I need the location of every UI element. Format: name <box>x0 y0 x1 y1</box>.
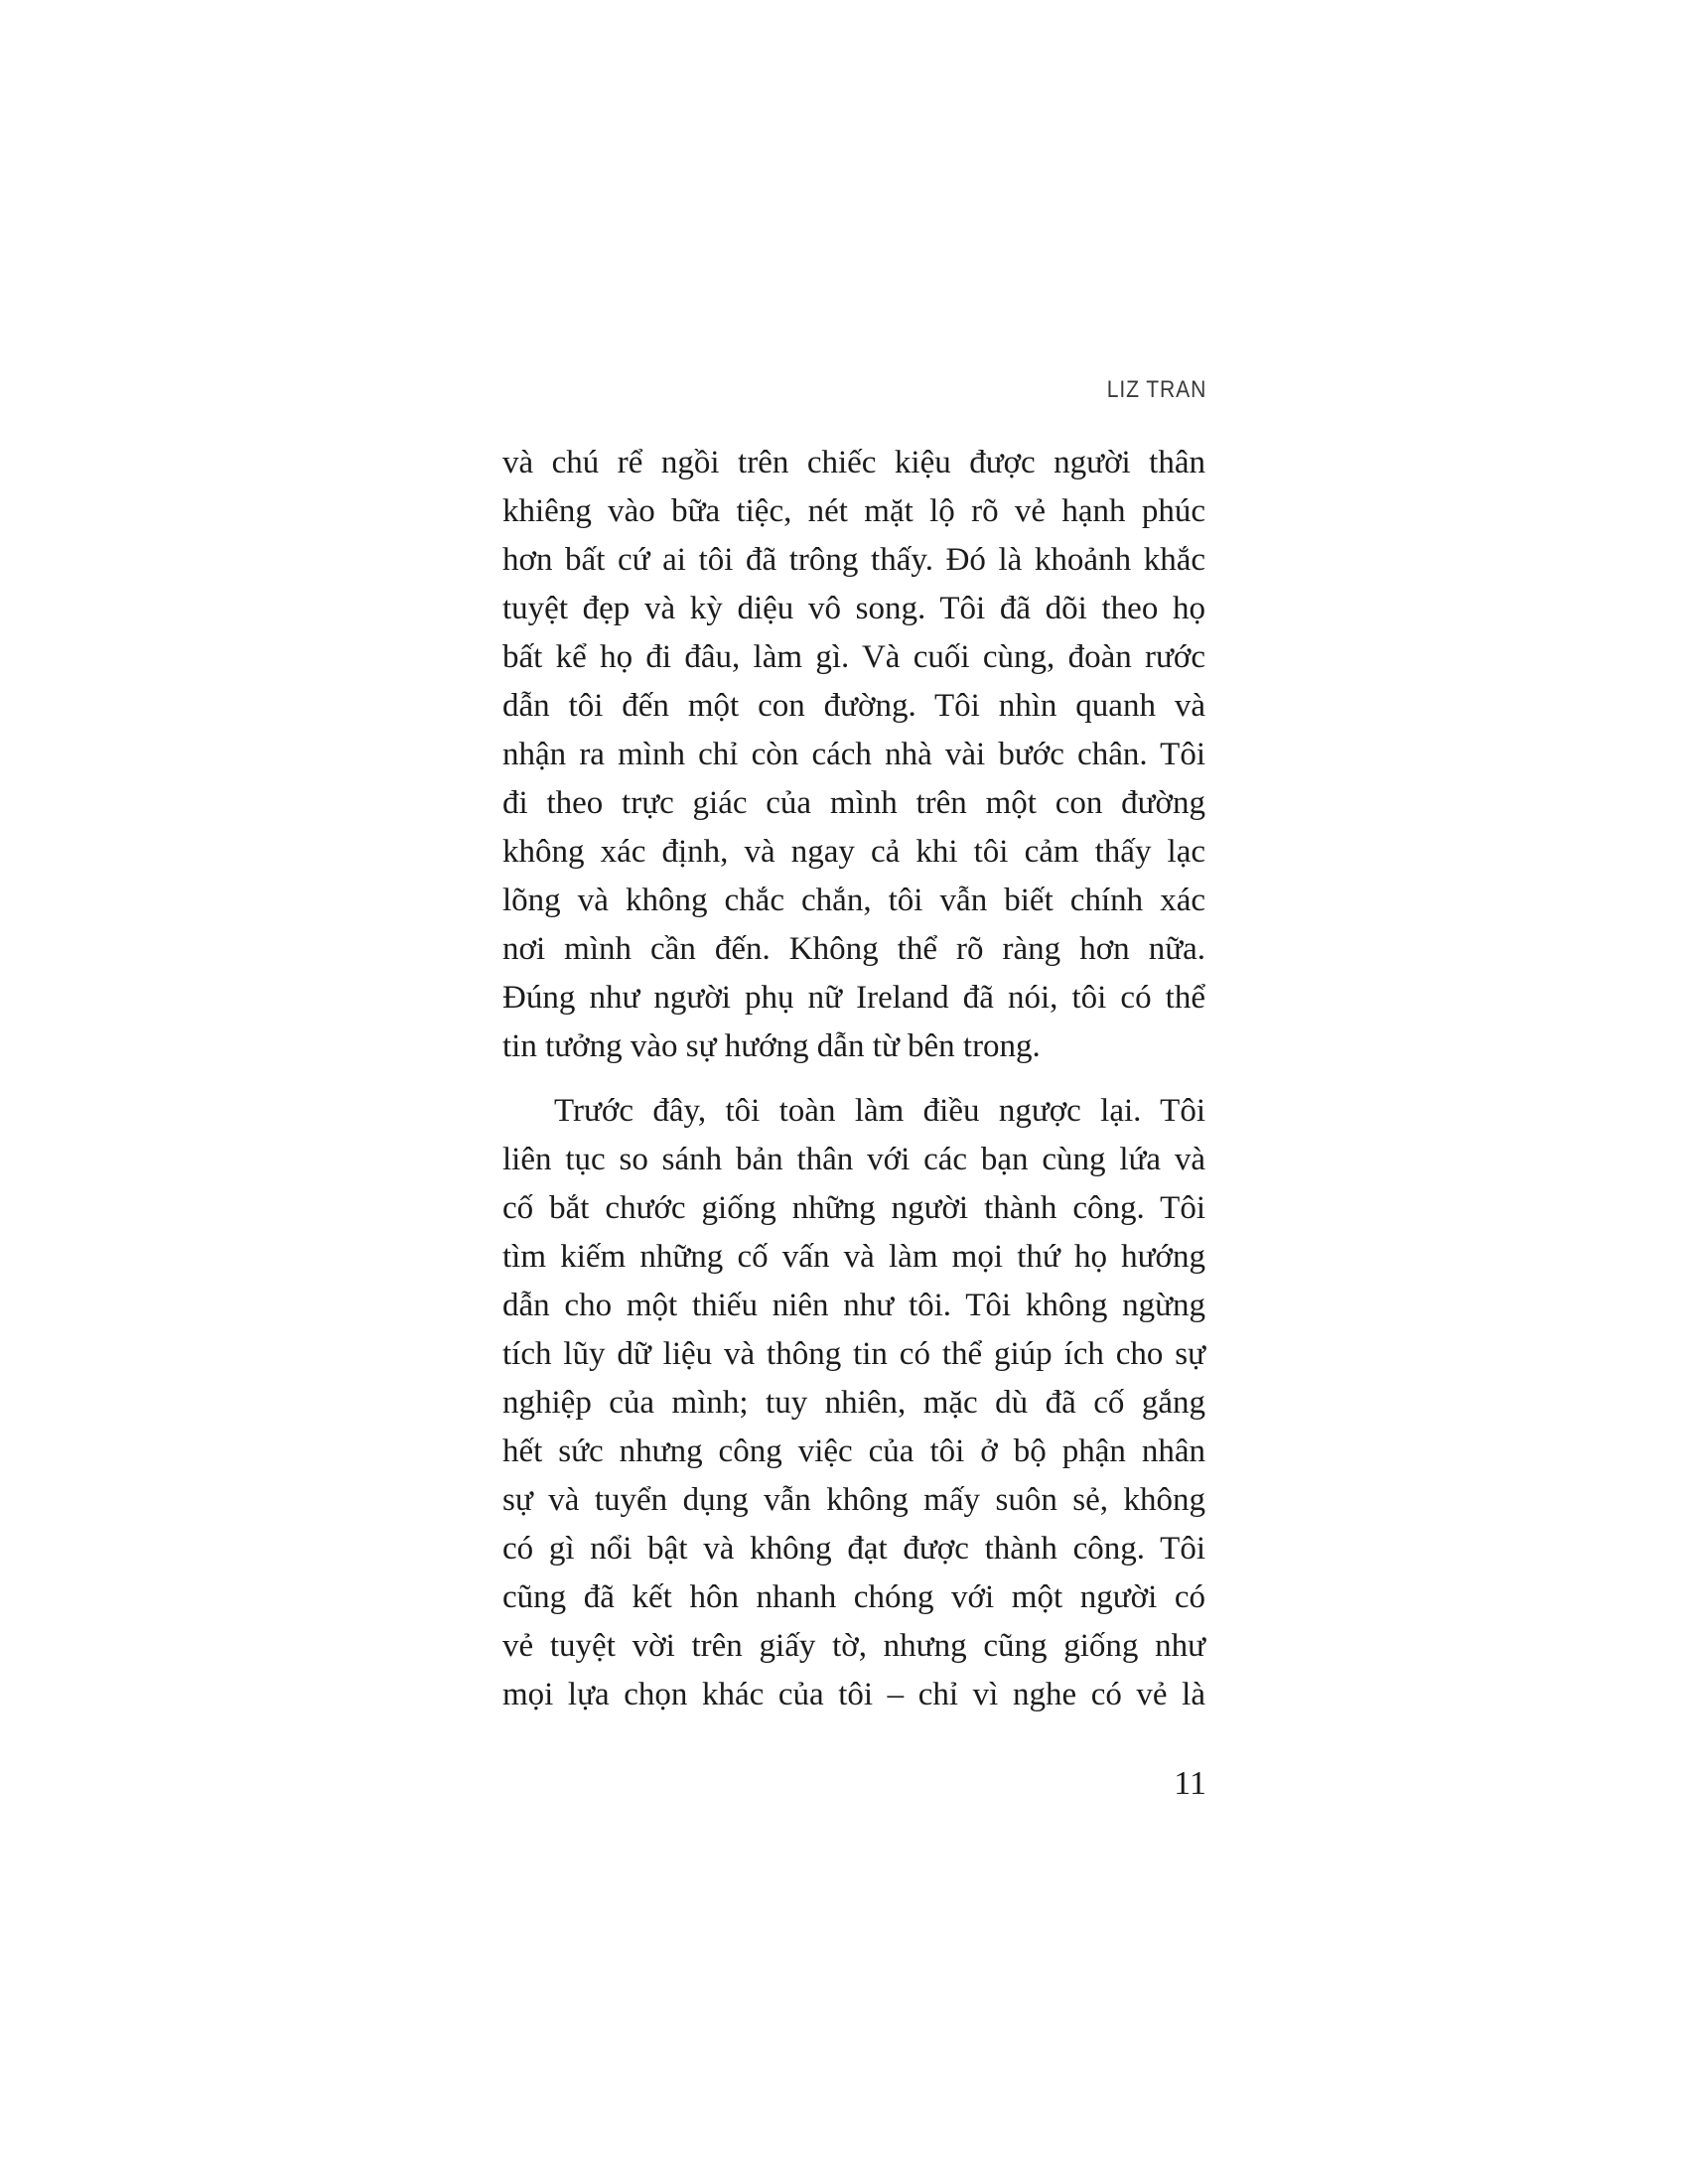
text-line: cũng đã kết hôn nhanh chóng với một người có <box>502 1579 1205 1615</box>
text-line: nhận ra mình chỉ còn cách nhà vài bước chân. Tôi <box>502 737 1205 772</box>
text-line: cố bắt chước giống những người thành công. Tôi <box>502 1190 1205 1226</box>
text-line: không xác định, và ngay cả khi tôi cảm thấy lạc <box>502 834 1205 870</box>
text-line: bất kể họ đi đâu, làm gì. Và cuối cùng, đoàn rước <box>502 639 1205 675</box>
text-line: tuyệt đẹp và kỳ diệu vô song. Tôi đã dõi theo họ <box>502 591 1205 626</box>
text-line: nơi mình cần đến. Không thể rõ ràng hơn nữa. <box>502 931 1205 967</box>
text-line: dẫn tôi đến một con đường. Tôi nhìn quanh và <box>502 688 1205 724</box>
paragraph <box>502 439 1205 1071</box>
text-line: liên tục so sánh bản thân với các bạn cùng lứa và <box>502 1142 1205 1177</box>
text-line: nghiệp của mình; tuy nhiên, mặc dù đã cố gắng <box>502 1385 1205 1421</box>
text-line: đi theo trực giác của mình trên một con đường <box>502 785 1205 821</box>
paragraph <box>502 1087 1205 1719</box>
text-line: tin tưởng vào sự hướng dẫn từ bên trong. <box>502 1028 1041 1064</box>
text-line: Đúng như người phụ nữ Ireland đã nói, tôi có thể <box>502 980 1205 1016</box>
running-header <box>1106 376 1206 404</box>
page-number: 11 <box>1174 1765 1206 1802</box>
text-line: mọi lựa chọn khác của tôi – chỉ vì nghe có vẻ là <box>502 1677 1205 1712</box>
text-line: vẻ tuyệt vời trên giấy tờ, nhưng cũng giống như <box>502 1628 1205 1664</box>
text-line: và chú rể ngồi trên chiếc kiệu được người thân <box>502 445 1205 480</box>
text-line: dẫn cho một thiếu niên như tôi. Tôi không ngừng <box>502 1288 1205 1323</box>
author-name: LIZ TRAN <box>1106 376 1206 403</box>
text-line: hết sức nhưng công việc của tôi ở bộ phận nhân <box>502 1433 1205 1469</box>
text-line: lõng và không chắc chắn, tôi vẫn biết chính xác <box>502 883 1205 918</box>
text-line: Trước đây, tôi toàn làm điều ngược lại. Tôi <box>554 1093 1205 1129</box>
text-line: sự và tuyển dụng vẫn không mấy suôn sẻ, không <box>502 1482 1205 1518</box>
text-line: hơn bất cứ ai tôi đã trông thấy. Đó là khoảnh khắc <box>502 542 1205 578</box>
text-line: khiêng vào bữa tiệc, nét mặt lộ rõ vẻ hạnh phúc <box>502 493 1205 529</box>
text-line: tích lũy dữ liệu và thông tin có thể giúp ích cho sự <box>502 1336 1205 1372</box>
text-line: có gì nổi bật và không đạt được thành công. Tôi <box>502 1531 1205 1567</box>
text-line: tìm kiếm những cố vấn và làm mọi thứ họ hướng <box>502 1239 1205 1275</box>
text-block <box>502 439 1205 1719</box>
